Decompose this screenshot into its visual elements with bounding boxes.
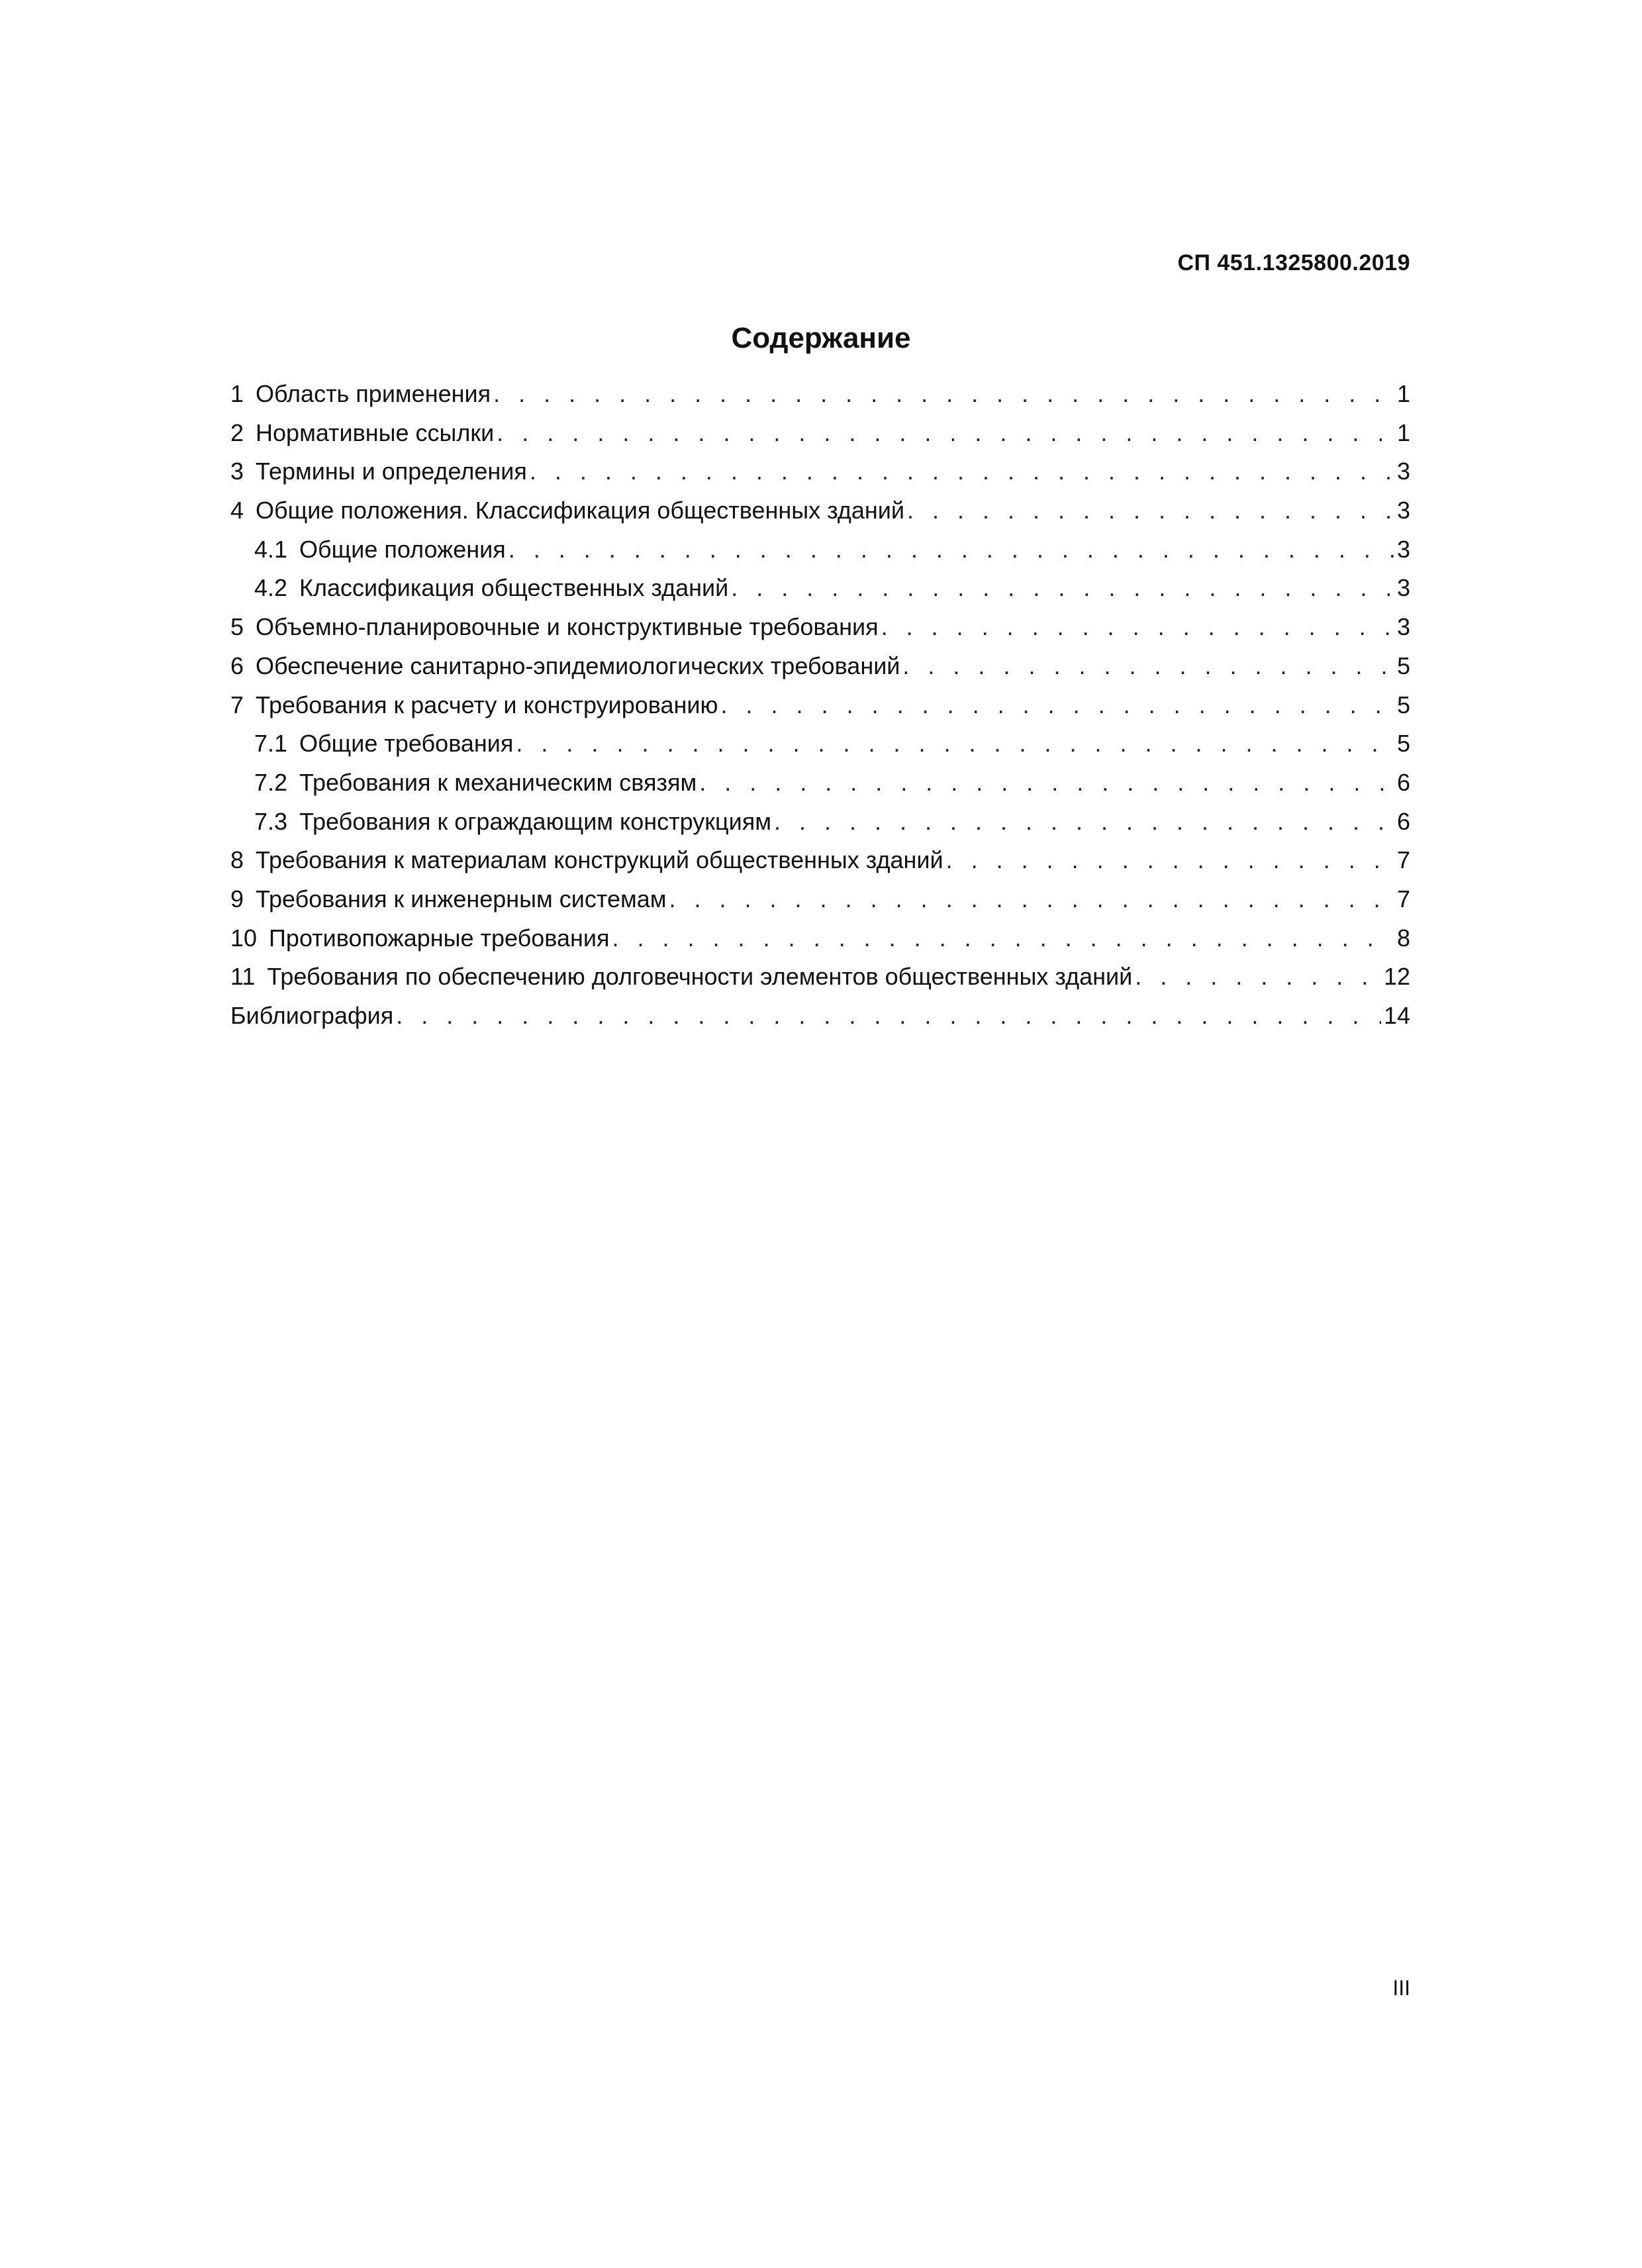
toc-entry[interactable] — [230, 458, 1410, 497]
toc-entry-number: 4.1 — [254, 535, 288, 563]
page-number: III — [1392, 1976, 1410, 2000]
toc-entry-number: 11 — [230, 963, 256, 991]
toc-leader-dots — [612, 924, 1394, 952]
toc-leader-dots — [530, 458, 1394, 485]
toc-entry-page: 3 — [1396, 613, 1410, 641]
toc-entry-title: Классификация общественных зданий — [299, 574, 729, 602]
toc-subentry[interactable] — [230, 730, 1410, 769]
toc-entry-page: 14 — [1383, 1002, 1410, 1029]
toc-entry[interactable] — [230, 691, 1410, 730]
toc-entry-title: Требования к механическим связям — [299, 768, 697, 796]
toc-leader-dots — [493, 380, 1394, 408]
toc-entry-number: 2 — [230, 419, 244, 446]
toc-entry-title: Область применения — [256, 380, 491, 407]
toc-entry-page: 6 — [1396, 807, 1410, 835]
toc-entry-page: 3 — [1396, 458, 1410, 485]
toc-entry-title: Объемно-планировочные и конструктивные требования — [256, 613, 879, 641]
toc-entry[interactable] — [230, 885, 1410, 924]
toc-entry[interactable] — [230, 846, 1410, 885]
toc-entry-number: 10 — [230, 924, 258, 952]
toc-entry-page: 5 — [1396, 691, 1410, 718]
toc-entry-title: Требования к ограждающим конструкциям — [299, 807, 771, 835]
toc-entry-bibliography[interactable] — [230, 1002, 1410, 1041]
toc-entry-title: Библиография — [230, 1002, 394, 1029]
toc-subentry[interactable] — [230, 574, 1410, 613]
toc-leader-dots — [881, 613, 1394, 641]
toc-entry-title: Требования к инженерным системам — [256, 885, 667, 912]
toc-leader-dots — [516, 730, 1394, 758]
toc-entry-page: 6 — [1396, 768, 1410, 796]
toc-title: Содержание — [731, 322, 911, 354]
toc-entry-title: Нормативные ссылки — [256, 419, 495, 446]
toc-entry[interactable] — [230, 963, 1410, 1002]
toc-entry[interactable] — [230, 380, 1410, 419]
toc-entry[interactable] — [230, 613, 1410, 652]
toc-entry-title: Требования к материалам конструкций общественных зданий — [256, 846, 943, 874]
toc-leader-dots — [731, 574, 1394, 602]
toc-entry-page: 3 — [1396, 535, 1410, 563]
toc-entry-page: 1 — [1396, 380, 1410, 407]
toc-entry-page: 3 — [1396, 574, 1410, 602]
document-code: СП 451.1325800.2019 — [1177, 250, 1410, 275]
toc-entry[interactable] — [230, 497, 1410, 536]
toc-leader-dots — [669, 885, 1394, 913]
toc-leader-dots — [774, 808, 1394, 836]
toc-entry-number: 5 — [230, 613, 244, 641]
toc-entry-title: Обеспечение санитарно-эпидемиологических требований — [256, 652, 900, 679]
toc-subentry[interactable] — [230, 536, 1410, 575]
toc-entry-page: 5 — [1396, 730, 1410, 758]
toc-entry-title: Требования к расчету и конструированию — [256, 691, 718, 718]
toc-entry[interactable] — [230, 652, 1410, 691]
toc-leader-dots — [497, 419, 1394, 447]
toc-leader-dots — [1135, 963, 1381, 991]
toc-entry-number: 7.2 — [254, 768, 288, 796]
toc-entry-title: Противопожарные требования — [269, 924, 610, 952]
toc-entry-title: Требования по обеспечению долговечности элементов общественных зданий — [267, 963, 1133, 991]
toc-entry-number: 7.1 — [254, 730, 288, 758]
toc-entry-page: 12 — [1383, 963, 1410, 991]
toc-leader-dots — [902, 652, 1394, 680]
toc-entry-number: 8 — [230, 846, 244, 874]
toc-leader-dots — [699, 769, 1394, 797]
toc-entry-number: 1 — [230, 380, 244, 407]
toc-subentry[interactable] — [230, 769, 1410, 808]
toc-entry-title: Общие требования — [299, 730, 514, 758]
toc-leader-dots — [907, 497, 1394, 524]
toc-entry-title: Общие положения — [299, 535, 506, 563]
toc-entry-page: 7 — [1396, 885, 1410, 912]
toc-entry-number: 6 — [230, 652, 244, 679]
toc-entry-page: 8 — [1396, 924, 1410, 952]
toc-leader-dots — [396, 1002, 1381, 1030]
toc-entry-number: 7.3 — [254, 807, 288, 835]
toc-entry[interactable] — [230, 924, 1410, 963]
toc-entry-title: Термины и определения — [256, 458, 527, 485]
toc-entry-number: 4 — [230, 497, 244, 524]
toc-subentry[interactable] — [230, 808, 1410, 847]
toc-leader-dots — [946, 846, 1394, 874]
table-of-contents — [230, 380, 1410, 1041]
toc-entry-number: 3 — [230, 458, 244, 485]
toc-entry[interactable] — [230, 419, 1410, 458]
toc-entry-page: 7 — [1396, 846, 1410, 874]
toc-leader-dots — [721, 691, 1394, 719]
toc-leader-dots — [508, 536, 1394, 564]
toc-entry-number: 9 — [230, 885, 244, 912]
toc-entry-number: 7 — [230, 691, 244, 718]
toc-entry-number: 4.2 — [254, 574, 288, 602]
toc-entry-page: 1 — [1396, 419, 1410, 446]
toc-entry-page: 3 — [1396, 497, 1410, 524]
toc-entry-title: Общие положения. Классификация общественных зданий — [256, 497, 904, 524]
toc-entry-page: 5 — [1396, 652, 1410, 679]
